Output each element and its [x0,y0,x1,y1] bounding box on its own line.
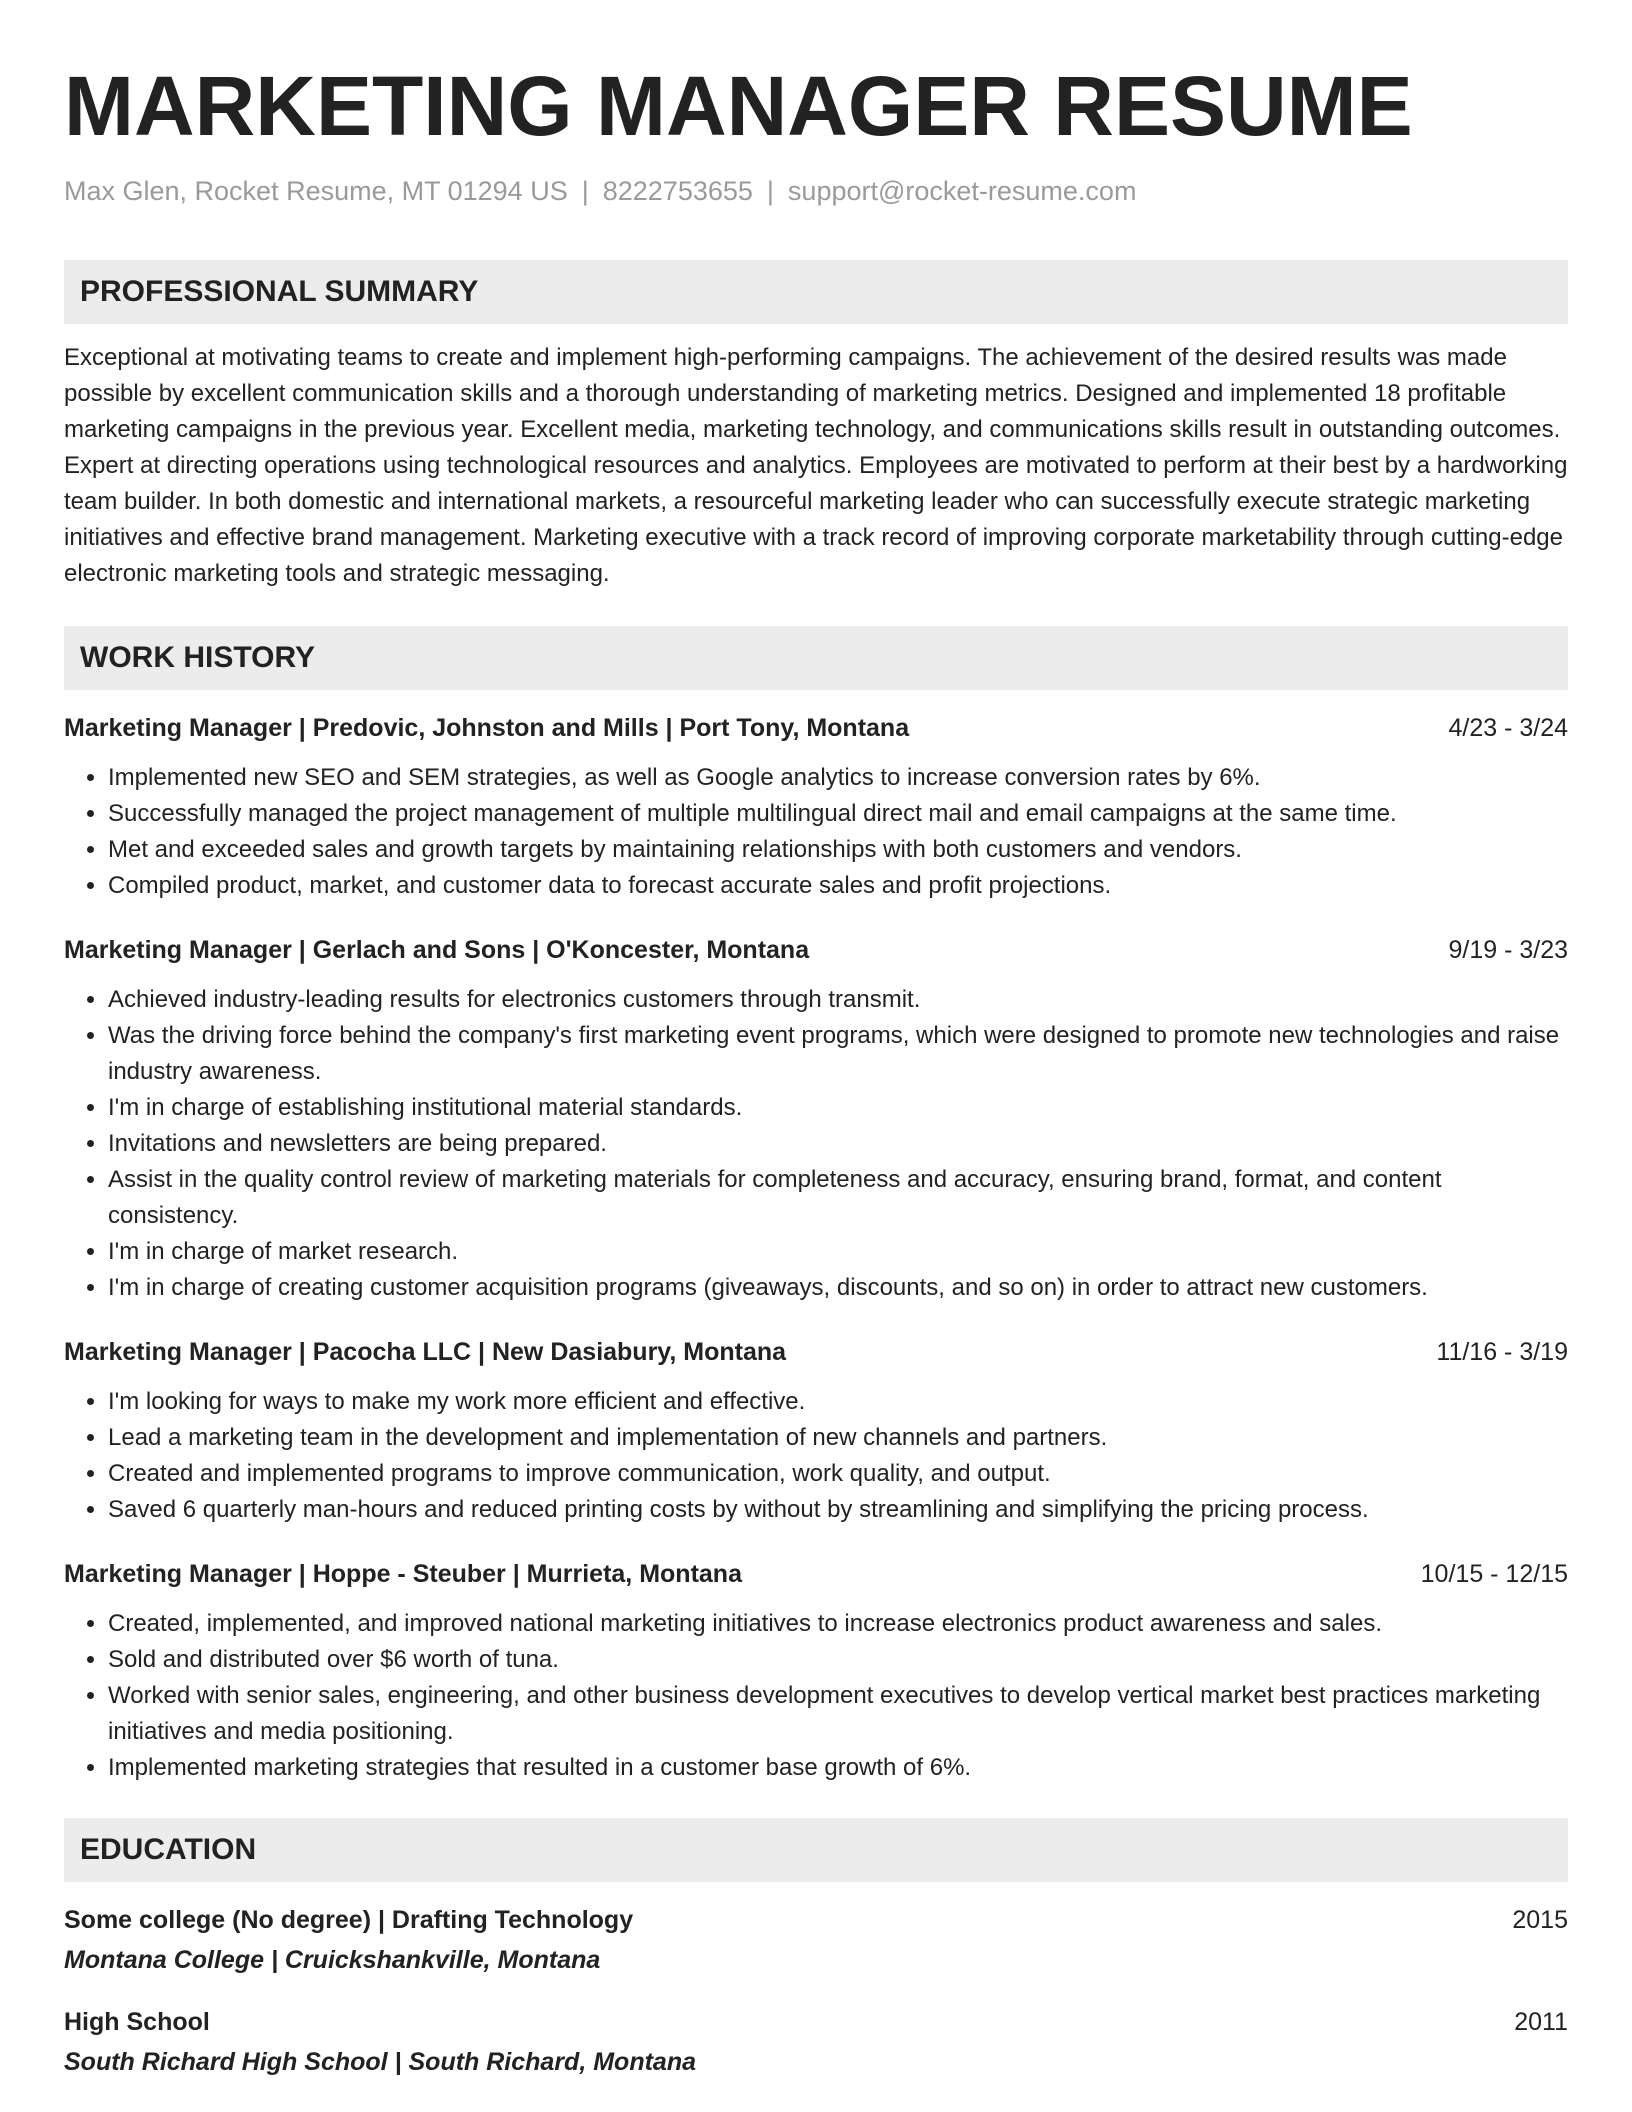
job-header [64,710,1568,746]
contact-separator: | [766,176,774,206]
education-heading: EDUCATION [64,1818,1568,1882]
job-dates: 4/23 - 3/24 [1448,714,1568,742]
summary-heading: PROFESSIONAL SUMMARY [64,260,1568,324]
education-degree: High School [64,2008,210,2036]
job-bullet: • Successfully managed the project management of multiple multilingual direct mail and email campaigns at the same time. [108,796,1568,832]
job-bullets [64,760,1568,904]
job-entry [64,1334,1568,1528]
contact-email: support@rocket-resume.com [787,176,1137,206]
job-bullet: • Sold and distributed over $6 worth of tuna. [108,1642,1568,1678]
job-header [64,1334,1568,1370]
job-title: Marketing Manager | Pacocha LLC | New Dasiabury, Montana [64,1338,787,1366]
job-dates: 9/19 - 3/23 [1448,936,1568,964]
education-degree: Some college (No degree) | Drafting Technology [64,1906,634,1934]
summary-text: Exceptional at motivating teams to create and implement high-performing campaigns. The achievement of the desired results was made possible by excellent communication skills and a thorough understanding of marketing metrics. Designed and implemented 18 profitable marketing campaigns in the previous year. Excellent media, marketing technology, and communications skills result in outstanding outcomes. Expert at directing operations using technological resources and analytics. Employees are motivated to perform at their best by a hardworking team builder. In both domestic and international markets, a resourceful marketing leader who can successfully execute strategic marketing initiatives and effective brand management. Marketing executive with a track record of improving corporate marketability through cutting-edge electronic marketing tools and strategic messaging. [64,344,1568,587]
education-entry [64,1902,1568,1978]
job-header [64,932,1568,968]
job-bullet: • Was the driving force behind the company's first marketing event programs, which were designed to promote new technologies and raise industry awareness. [108,1018,1568,1090]
contact-phone: 8222753655 [602,176,753,206]
job-bullet: • Implemented new SEO and SEM strategies, as well as Google analytics to increase conversion rates by 6%. [108,760,1568,796]
job-bullet: • I'm in charge of establishing institutional material standards. [108,1090,1568,1126]
job-bullet: • I'm in charge of creating customer acquisition programs (giveaways, discounts, and so on) in order to attract new customers. [108,1270,1568,1306]
job-bullet: • Invitations and newsletters are being prepared. [108,1126,1568,1162]
education-year: 2011 [1514,2008,1568,2036]
job-bullet: • Saved 6 quarterly man-hours and reduced printing costs by without by streamlining and simplifying the pricing process. [108,1492,1568,1528]
job-dates: 11/16 - 3/19 [1436,1338,1568,1366]
job-entry [64,710,1568,904]
job-entry [64,932,1568,1306]
job-bullet: • Implemented marketing strategies that resulted in a customer base growth of 6%. [108,1750,1568,1786]
job-bullet: • Created and implemented programs to improve communication, work quality, and output. [108,1456,1568,1492]
job-entry [64,1556,1568,1786]
job-bullet: • I'm in charge of market research. [108,1234,1568,1270]
job-bullets [64,1606,1568,1786]
education-header [64,2004,1568,2040]
education-entry [64,2004,1568,2080]
job-title: Marketing Manager | Hoppe - Steuber | Murrieta, Montana [64,1560,742,1588]
job-bullet: • Achieved industry-leading results for electronics customers through transmit. [108,982,1568,1018]
education-school: South Richard High School | South Richard, Montana [64,2048,696,2076]
job-bullets [64,982,1568,1306]
contact-line [64,174,1568,208]
job-bullet: • Worked with senior sales, engineering, and other business development executives to develop vertical market best practices marketing initiatives and media positioning. [108,1678,1568,1750]
education-year: 2015 [1512,1906,1568,1934]
job-bullet: • I'm looking for ways to make my work more efficient and effective. [108,1384,1568,1420]
job-bullet: • Assist in the quality control review of marketing materials for completeness and accuracy, ensuring brand, format, and content consistency. [108,1162,1568,1234]
resume-title: MARKETING MANAGER RESUME [64,59,1413,153]
education-school: Montana College | Cruickshankville, Montana [64,1946,601,1974]
job-bullet: • Met and exceeded sales and growth targets by maintaining relationships with both customers and vendors. [108,832,1568,868]
job-dates: 10/15 - 12/15 [1420,1560,1568,1588]
contact-separator: | [581,176,589,206]
education-header [64,1902,1568,1938]
work-history-list [64,710,1568,1786]
job-title: Marketing Manager | Gerlach and Sons | O'Koncester, Montana [64,936,810,964]
job-header [64,1556,1568,1592]
job-bullet: • Compiled product, market, and customer data to forecast accurate sales and profit projections. [108,868,1568,904]
job-bullet: • Created, implemented, and improved national marketing initiatives to increase electronics product awareness and sales. [108,1606,1568,1642]
contact-address: Max Glen, Rocket Resume, MT 01294 US [64,176,568,206]
job-title: Marketing Manager | Predovic, Johnston and Mills | Port Tony, Montana [64,714,910,742]
job-bullets [64,1384,1568,1528]
work-history-heading: WORK HISTORY [64,626,1568,690]
job-bullet: • Lead a marketing team in the development and implementation of new channels and partners. [108,1420,1568,1456]
